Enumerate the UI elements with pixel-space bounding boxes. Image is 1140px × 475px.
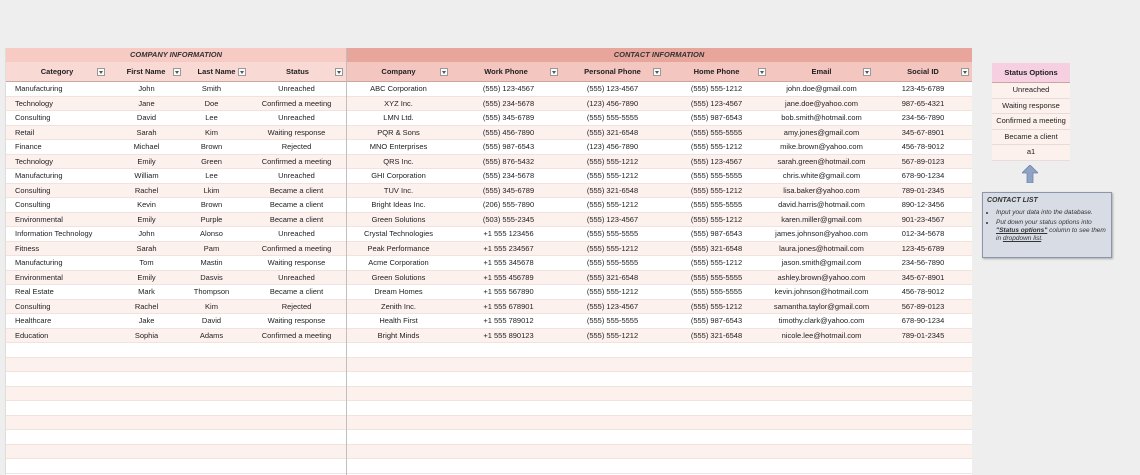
filter-dropdown-icon[interactable] [653,68,661,76]
cell-category[interactable]: Information Technology [15,229,93,238]
cell-home-phone[interactable]: (555) 987-6543 [690,113,743,122]
header-email[interactable]: Email [769,62,874,82]
empty-table-row[interactable] [6,387,972,402]
cell-status[interactable]: Waiting response [267,258,326,267]
cell-status[interactable]: Unreached [278,171,315,180]
cell-company[interactable]: MNO Enterprises [369,142,428,151]
cell-personal-phone[interactable]: (123) 456-7890 [586,142,639,151]
cell-home-phone[interactable]: (555) 555-1212 [690,185,743,195]
cell-email[interactable]: laura.jones@hotmail.com [779,243,864,253]
cell-category[interactable]: Finance [15,142,42,151]
cell-first-name[interactable]: Emily [137,214,156,224]
cell-email[interactable]: amy.jones@gmail.com [783,127,860,137]
cell-work-phone[interactable]: (206) 555-7890 [482,200,535,209]
cell-first-name[interactable]: Rachel [134,301,159,311]
status-options-header: Status Options [992,63,1070,83]
cell-status[interactable]: Became a client [269,214,324,224]
cell-first-name[interactable]: John [138,84,155,93]
empty-table-row[interactable] [6,430,972,445]
cell-social-id[interactable]: 567-89-0123 [901,156,945,166]
cell-social-id[interactable]: 567-89-0123 [901,301,945,311]
cell-personal-phone[interactable]: (555) 555-1212 [586,243,639,253]
cell-social-id[interactable]: 789-01-2345 [901,185,945,195]
cell-first-name[interactable]: Rachel [134,185,159,195]
cell-company[interactable]: GHI Corporation [371,171,426,180]
cell-email[interactable]: sarah.green@hotmail.com [777,156,866,166]
cell-personal-phone[interactable]: (555) 555-5555 [586,316,639,325]
empty-table-row[interactable] [6,358,972,373]
cell-first-name[interactable]: Emily [137,156,156,166]
note-line-2: • Put down your status options into "Status options" column to see them in dropdown list. [996,219,1107,243]
cell-social-id[interactable]: 012-34-5678 [901,229,945,238]
cell-company[interactable]: Acme Corporation [368,258,429,267]
table-row[interactable] [6,111,972,126]
cell-social-id[interactable]: 123-45-6789 [901,243,945,253]
cell-personal-phone[interactable]: (555) 555-1212 [586,171,639,180]
cell-home-phone[interactable]: (555) 555-1212 [690,214,743,224]
cell-work-phone[interactable]: (555) 456-7890 [482,127,535,137]
cell-home-phone[interactable]: (555) 555-1212 [690,84,743,93]
cell-personal-phone[interactable]: (555) 555-1212 [586,156,639,166]
cell-email[interactable]: david.harris@hotmail.com [778,200,865,209]
cell-work-phone[interactable]: (503) 555-2345 [482,214,535,224]
status-options-reference: "Status options" [996,227,1048,234]
cell-company[interactable]: QRS Inc. [383,156,414,166]
cell-work-phone[interactable]: +1 555 789012 [483,316,534,325]
cell-personal-phone[interactable]: (555) 321-6548 [586,272,639,282]
empty-table-row[interactable] [6,459,972,474]
cell-email[interactable]: lisa.baker@yahoo.com [783,185,860,195]
group-header-row [6,48,972,62]
filter-dropdown-icon[interactable] [758,68,766,76]
cell-social-id[interactable]: 234-56-7890 [901,113,945,122]
cell-category[interactable]: Real Estate [15,287,54,296]
cell-last-name[interactable]: Smith [201,84,222,93]
cell-company[interactable]: TUV Inc. [383,185,414,195]
cell-last-name[interactable]: Alonso [200,229,223,238]
table-body [6,82,972,474]
cell-personal-phone[interactable]: (555) 123-4567 [586,84,639,93]
cell-first-name[interactable]: Jane [138,98,155,108]
cell-work-phone[interactable]: (555) 987-6543 [482,142,535,151]
note-line-1: • Input your data into the database. [996,209,1107,217]
cell-work-phone[interactable]: +1 555 234567 [483,243,534,253]
cell-company[interactable]: ABC Corporation [370,84,427,93]
table-row[interactable] [6,256,972,271]
header-home-phone[interactable]: Home Phone [664,62,769,82]
cell-status[interactable]: Confirmed a meeting [261,98,332,108]
table-row[interactable] [6,227,972,242]
cell-status[interactable]: Unreached [278,84,315,93]
cell-email[interactable]: bob.smith@hotmail.com [781,113,862,122]
cell-category[interactable]: Consulting [15,301,51,311]
table-row[interactable] [6,300,972,315]
cell-status[interactable]: Rejected [281,142,312,151]
table-row[interactable] [6,271,972,286]
cell-work-phone[interactable]: (555) 123-4567 [482,84,535,93]
cell-category[interactable]: Education [15,330,49,340]
cell-email[interactable]: nicole.lee@hotmail.com [781,330,862,340]
cell-company[interactable]: Green Solutions [371,214,426,224]
cell-work-phone[interactable]: +1 555 567890 [483,287,534,296]
note-title: CONTACT LIST [987,197,1038,204]
cell-email[interactable]: chris.white@gmail.com [782,171,861,180]
header-status[interactable]: Status [249,62,346,82]
cell-work-phone[interactable]: +1 555 456789 [483,272,534,282]
cell-work-phone[interactable]: (555) 876-5432 [482,156,535,166]
table-row[interactable] [6,213,972,228]
cell-status[interactable]: Unreached [278,229,315,238]
cell-company[interactable]: Peak Performance [367,243,430,253]
cell-status[interactable]: Confirmed a meeting [261,243,332,253]
table-row[interactable] [6,242,972,257]
cell-last-name[interactable]: Kim [205,127,218,137]
cell-first-name[interactable]: Kevin [137,200,156,209]
cell-personal-phone[interactable]: (555) 555-5555 [586,229,639,238]
cell-last-name[interactable]: Brown [200,142,223,151]
spreadsheet-table [5,48,972,475]
filter-dropdown-icon[interactable] [961,68,969,76]
cell-last-name[interactable]: Thompson [193,287,230,296]
cell-home-phone[interactable]: (555) 555-5555 [690,200,743,209]
empty-table-row[interactable] [6,416,972,431]
cell-category[interactable]: Manufacturing [15,84,63,93]
status-option[interactable]: Confirmed a meeting [992,114,1070,130]
cell-social-id[interactable]: 234-56-7890 [901,258,945,267]
note-instructions [987,209,1107,243]
cell-category[interactable]: Consulting [15,113,51,122]
cell-category[interactable]: Healthcare [15,316,52,325]
status-option[interactable]: a1 [992,145,1070,161]
cell-first-name[interactable]: John [138,229,155,238]
cell-home-phone[interactable]: (555) 555-5555 [690,287,743,296]
cell-category[interactable]: Technology [15,98,53,108]
filter-dropdown-icon[interactable] [863,68,871,76]
cell-company[interactable]: Crystal Technologies [363,229,434,238]
table-row[interactable] [6,97,972,112]
cell-last-name[interactable]: Adams [199,330,224,340]
cell-email[interactable]: mike.brown@yahoo.com [780,142,863,151]
cell-company[interactable]: Dream Homes [374,287,423,296]
cell-first-name[interactable]: David [136,113,157,122]
filter-dropdown-icon[interactable] [550,68,558,76]
dropdown-list-reference: dropdown list [1002,235,1042,242]
cell-home-phone[interactable]: (555) 321-6548 [690,330,743,340]
cell-social-id[interactable]: 789-01-2345 [901,330,945,340]
cell-status[interactable]: Rejected [281,301,312,311]
cell-work-phone[interactable]: +1 555 890123 [483,330,534,340]
cell-last-name[interactable]: Mastin [200,258,223,267]
cell-work-phone[interactable]: (555) 345-6789 [482,113,535,122]
cell-first-name[interactable]: Michael [133,142,160,151]
cell-email[interactable]: kevin.johnson@hotmail.com [774,287,869,296]
cell-first-name[interactable]: Tom [139,258,154,267]
cell-status[interactable]: Waiting response [267,127,326,137]
cell-email[interactable]: james.johnson@yahoo.com [775,229,868,238]
empty-table-row[interactable] [6,343,972,358]
table-row[interactable] [6,155,972,170]
cell-home-phone[interactable]: (555) 321-6548 [690,243,743,253]
table-row[interactable] [6,314,972,329]
status-option[interactable]: Became a client [992,130,1070,146]
cell-personal-phone[interactable]: (123) 456-7890 [586,98,639,108]
header-work-phone[interactable]: Work Phone [451,62,561,82]
cell-category[interactable]: Environmental [15,214,63,224]
header-last-name[interactable]: Last Name [184,62,249,82]
cell-personal-phone[interactable]: (555) 555-5555 [586,113,639,122]
contact-list-note [982,192,1112,258]
cell-first-name[interactable]: Jake [138,316,155,325]
cell-status[interactable]: Became a client [269,287,324,296]
cell-personal-phone[interactable]: (555) 555-1212 [586,287,639,296]
cell-work-phone[interactable]: +1 555 123456 [483,229,534,238]
cell-home-phone[interactable]: (555) 555-1212 [690,142,743,151]
cell-social-id[interactable]: 345-67-8901 [901,272,945,282]
cell-email[interactable]: jane.doe@yahoo.com [784,98,859,108]
cell-personal-phone[interactable]: (555) 123-4567 [586,214,639,224]
cell-first-name[interactable]: William [134,171,159,180]
cell-last-name[interactable]: Lee [205,113,218,122]
filter-dropdown-icon[interactable] [238,68,246,76]
cell-company[interactable]: Zenith Inc. [380,301,417,311]
cell-category[interactable]: Consulting [15,185,51,195]
contact-information-group: CONTACT INFORMATION [346,48,972,62]
cell-home-phone[interactable]: (555) 555-5555 [690,272,743,282]
cell-work-phone[interactable]: +1 555 678901 [483,301,534,311]
cell-last-name[interactable]: Pam [203,243,220,253]
cell-work-phone[interactable]: (555) 234-5678 [482,171,535,180]
company-information-group: COMPANY INFORMATION [6,48,346,62]
cell-social-id[interactable]: 901-23-4567 [901,214,945,224]
status-option[interactable]: Unreached [992,83,1070,99]
header-first-name[interactable]: First Name [108,62,184,82]
table-row[interactable] [6,285,972,300]
header-category[interactable]: Category [6,62,108,82]
cell-last-name[interactable]: Dasvis [200,272,223,282]
cell-status[interactable]: Waiting response [267,316,326,325]
cell-category[interactable]: Manufacturing [15,258,63,267]
cell-email[interactable]: jason.smith@gmail.com [781,258,862,267]
cell-social-id[interactable]: 345-67-8901 [901,127,945,137]
cell-company[interactable]: Bright Ideas Inc. [371,200,426,209]
cell-social-id[interactable]: 678-90-1234 [901,316,945,325]
cell-status[interactable]: Unreached [278,272,315,282]
table-row[interactable] [6,184,972,199]
cell-category[interactable]: Technology [15,156,53,166]
status-options-list [992,63,1070,161]
cell-company[interactable]: Green Solutions [371,272,426,282]
filter-dropdown-icon[interactable] [335,68,343,76]
cell-company[interactable]: LMN Ltd. [383,113,414,122]
cell-category[interactable]: Fitness [15,243,40,253]
cell-category[interactable]: Manufacturing [15,171,63,180]
table-row[interactable] [6,198,972,213]
cell-last-name[interactable]: Lee [205,171,218,180]
cell-social-id[interactable]: 456-78-9012 [901,142,945,151]
cell-work-phone[interactable]: +1 555 345678 [483,258,534,267]
cell-personal-phone[interactable]: (555) 555-1212 [586,330,639,340]
filter-dropdown-icon[interactable] [440,68,448,76]
cell-last-name[interactable]: Kim [205,301,218,311]
cell-personal-phone[interactable]: (555) 321-6548 [586,127,639,137]
cell-personal-phone[interactable]: (555) 555-1212 [586,200,639,209]
cell-email[interactable]: john.doe@gmail.com [786,84,857,93]
cell-last-name[interactable]: David [201,316,222,325]
filter-dropdown-icon[interactable] [97,68,105,76]
column-header-row [6,62,972,82]
cell-work-phone[interactable]: (555) 234-5678 [482,98,535,108]
cell-first-name[interactable]: Sophia [134,330,159,340]
cell-email[interactable]: ashley.brown@yahoo.com [777,272,866,282]
cell-home-phone[interactable]: (555) 555-1212 [690,301,743,311]
cell-home-phone[interactable]: (555) 123-4567 [690,156,743,166]
table-row[interactable] [6,329,972,344]
cell-last-name[interactable]: Doe [204,98,219,108]
status-option[interactable]: Waiting response [992,99,1070,115]
cell-category[interactable]: Consulting [15,200,51,209]
table-row[interactable] [6,140,972,155]
cell-home-phone[interactable]: (555) 123-4567 [690,98,743,108]
cell-company[interactable]: XYZ Inc. [384,98,413,108]
cell-personal-phone[interactable]: (555) 555-5555 [586,258,639,267]
cell-company[interactable]: PQR & Sons [377,127,420,137]
section-divider [346,48,347,475]
cell-company[interactable]: Bright Minds [377,330,420,340]
cell-last-name[interactable]: Lkim [203,185,220,195]
cell-first-name[interactable]: Sarah [136,243,157,253]
cell-home-phone[interactable]: (555) 987-6543 [690,316,743,325]
cell-email[interactable]: karen.miller@gmail.com [781,214,862,224]
cell-first-name[interactable]: Mark [138,287,155,296]
table-row[interactable] [6,82,972,97]
cell-status[interactable]: Unreached [278,113,315,122]
cell-company[interactable]: Health First [379,316,418,325]
header-social-id[interactable]: Social ID [874,62,972,82]
cell-category[interactable]: Environmental [15,272,63,282]
filter-dropdown-icon[interactable] [173,68,181,76]
cell-first-name[interactable]: Sarah [136,127,157,137]
cell-social-id[interactable]: 456-78-9012 [901,287,945,296]
table-row[interactable] [6,126,972,141]
cell-email[interactable]: samantha.taylor@gmail.com [773,301,870,311]
cell-category[interactable]: Retail [15,127,35,137]
empty-table-row[interactable] [6,372,972,387]
cell-social-id[interactable]: 123-45-6789 [901,84,945,93]
empty-table-row[interactable] [6,445,972,460]
cell-social-id[interactable]: 678-90-1234 [901,171,945,180]
cell-last-name[interactable]: Brown [200,200,223,209]
cell-status[interactable]: Became a client [269,200,324,209]
cell-social-id[interactable]: 890-12-3456 [901,200,945,209]
cell-status[interactable]: Became a client [269,185,324,195]
cell-home-phone[interactable]: (555) 555-1212 [690,258,743,267]
cell-home-phone[interactable]: (555) 987-6543 [690,229,743,238]
cell-personal-phone[interactable]: (555) 123-4567 [586,301,639,311]
header-company[interactable]: Company [346,62,451,82]
table-row[interactable] [6,169,972,184]
cell-status[interactable]: Confirmed a meeting [261,330,332,340]
empty-table-row[interactable] [6,401,972,416]
cell-email[interactable]: timothy.clark@yahoo.com [778,316,865,325]
cell-home-phone[interactable]: (555) 555-5555 [690,127,743,137]
cell-status[interactable]: Confirmed a meeting [261,156,332,166]
cell-personal-phone[interactable]: (555) 321-6548 [586,185,639,195]
cell-first-name[interactable]: Emily [137,272,156,282]
cell-last-name[interactable]: Green [201,156,222,166]
cell-last-name[interactable]: Purple [200,214,223,224]
cell-social-id[interactable]: 987-65-4321 [901,98,945,108]
cell-work-phone[interactable]: (555) 345-6789 [482,185,535,195]
up-arrow-icon [1022,165,1038,183]
cell-home-phone[interactable]: (555) 555-5555 [690,171,743,180]
header-personal-phone[interactable]: Personal Phone [561,62,664,82]
